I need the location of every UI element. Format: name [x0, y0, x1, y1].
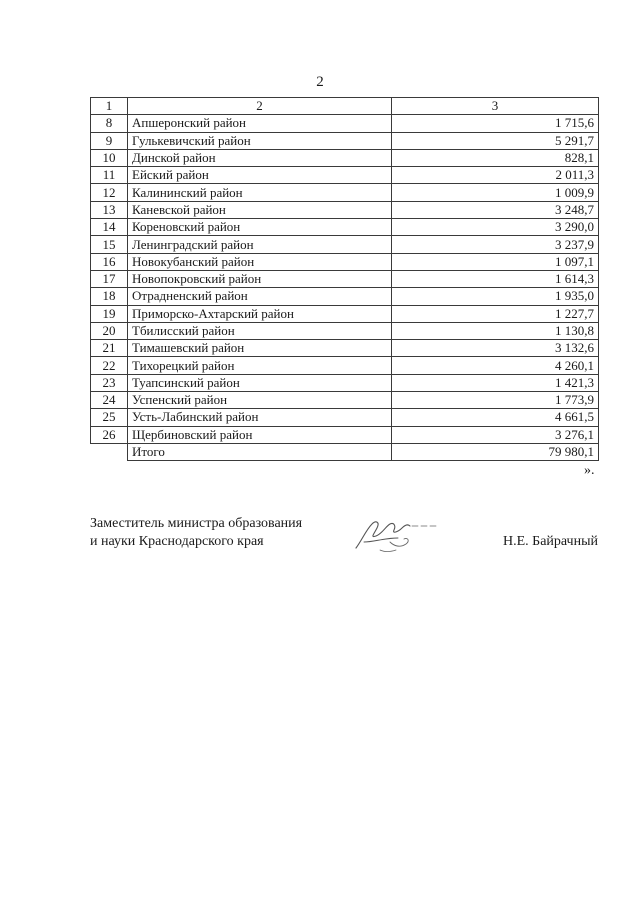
district-name: Щербиновский район	[128, 426, 392, 443]
district-name: Отрадненский район	[128, 288, 392, 305]
district-name: Ейский район	[128, 167, 392, 184]
district-name: Калининский район	[128, 184, 392, 201]
table-row	[91, 305, 599, 322]
table-row	[91, 374, 599, 391]
amount-value: 1 227,7	[392, 305, 599, 322]
district-name: Тимашевский район	[128, 340, 392, 357]
allocation-table	[90, 97, 599, 461]
district-name: Тбилисский район	[128, 322, 392, 339]
district-name: Апшеронский район	[128, 115, 392, 132]
amount-value: 3 290,0	[392, 219, 599, 236]
row-number: 13	[91, 201, 128, 218]
district-name: Кореновский район	[128, 219, 392, 236]
row-number: 22	[91, 357, 128, 374]
district-name: Новокубанский район	[128, 253, 392, 270]
amount-value: 1 614,3	[392, 270, 599, 287]
district-name: Тихорецкий район	[128, 357, 392, 374]
table-header-row	[91, 98, 599, 115]
signer-name: Н.Е. Байрачный	[503, 534, 598, 549]
district-name: Усть-Лабинский район	[128, 409, 392, 426]
district-name: Приморско-Ахтарский район	[128, 305, 392, 322]
row-number: 20	[91, 322, 128, 339]
amount-value: 828,1	[392, 149, 599, 166]
district-name: Успенский район	[128, 392, 392, 409]
table-row	[91, 115, 599, 132]
closing-quote: ».	[584, 463, 595, 478]
district-name: Динской район	[128, 149, 392, 166]
amount-value: 1 935,0	[392, 288, 599, 305]
table-row	[91, 357, 599, 374]
row-number: 15	[91, 236, 128, 253]
row-number: 18	[91, 288, 128, 305]
table-row	[91, 132, 599, 149]
district-name: Ленинградский район	[128, 236, 392, 253]
table-row	[91, 270, 599, 287]
table-row	[91, 201, 599, 218]
amount-value: 3 248,7	[392, 201, 599, 218]
row-number: 9	[91, 132, 128, 149]
row-number: 16	[91, 253, 128, 270]
amount-value: 3 276,1	[392, 426, 599, 443]
district-name: Гулькевичский район	[128, 132, 392, 149]
amount-value: 2 011,3	[392, 167, 599, 184]
signer-title-line-2: и науки Краснодарского края	[90, 534, 264, 549]
amount-value: 1 009,9	[392, 184, 599, 201]
column-header-amount: 3	[392, 98, 599, 115]
table-row	[91, 167, 599, 184]
amount-value: 1 421,3	[392, 374, 599, 391]
amount-value: 4 260,1	[392, 357, 599, 374]
amount-value: 4 661,5	[392, 409, 599, 426]
table-row	[91, 426, 599, 443]
amount-value: 3 237,9	[392, 236, 599, 253]
table-row	[91, 288, 599, 305]
amount-value: 1 130,8	[392, 322, 599, 339]
table-body	[91, 115, 599, 461]
row-number: 21	[91, 340, 128, 357]
total-empty-cell	[91, 443, 128, 460]
signer-title-line-1: Заместитель министра образования	[90, 516, 303, 531]
handwritten-signature	[350, 512, 445, 556]
column-header-district: 2	[128, 98, 392, 115]
district-name: Туапсинский район	[128, 374, 392, 391]
table-row	[91, 340, 599, 357]
table-row	[91, 322, 599, 339]
table-row	[91, 253, 599, 270]
row-number: 25	[91, 409, 128, 426]
column-header-number: 1	[91, 98, 128, 115]
total-label: Итого	[128, 443, 392, 460]
row-number: 14	[91, 219, 128, 236]
amount-value: 3 132,6	[392, 340, 599, 357]
amount-value: 5 291,7	[392, 132, 599, 149]
table-header	[91, 98, 599, 115]
district-name: Каневской район	[128, 201, 392, 218]
row-number: 19	[91, 305, 128, 322]
amount-value: 1 773,9	[392, 392, 599, 409]
amount-value: 1 097,1	[392, 253, 599, 270]
row-number: 8	[91, 115, 128, 132]
amount-value: 1 715,6	[392, 115, 599, 132]
row-number: 23	[91, 374, 128, 391]
row-number: 26	[91, 426, 128, 443]
district-name: Новопокровский район	[128, 270, 392, 287]
table-row	[91, 409, 599, 426]
row-number: 24	[91, 392, 128, 409]
row-number: 10	[91, 149, 128, 166]
total-value: 79 980,1	[392, 443, 599, 460]
table-row	[91, 184, 599, 201]
row-number: 11	[91, 167, 128, 184]
row-number: 17	[91, 270, 128, 287]
table-row	[91, 392, 599, 409]
signer-title	[90, 515, 302, 551]
table-row	[91, 149, 599, 166]
total-row	[91, 443, 599, 460]
row-number: 12	[91, 184, 128, 201]
table-row	[91, 219, 599, 236]
page-number: 2	[316, 74, 324, 90]
table-row	[91, 236, 599, 253]
